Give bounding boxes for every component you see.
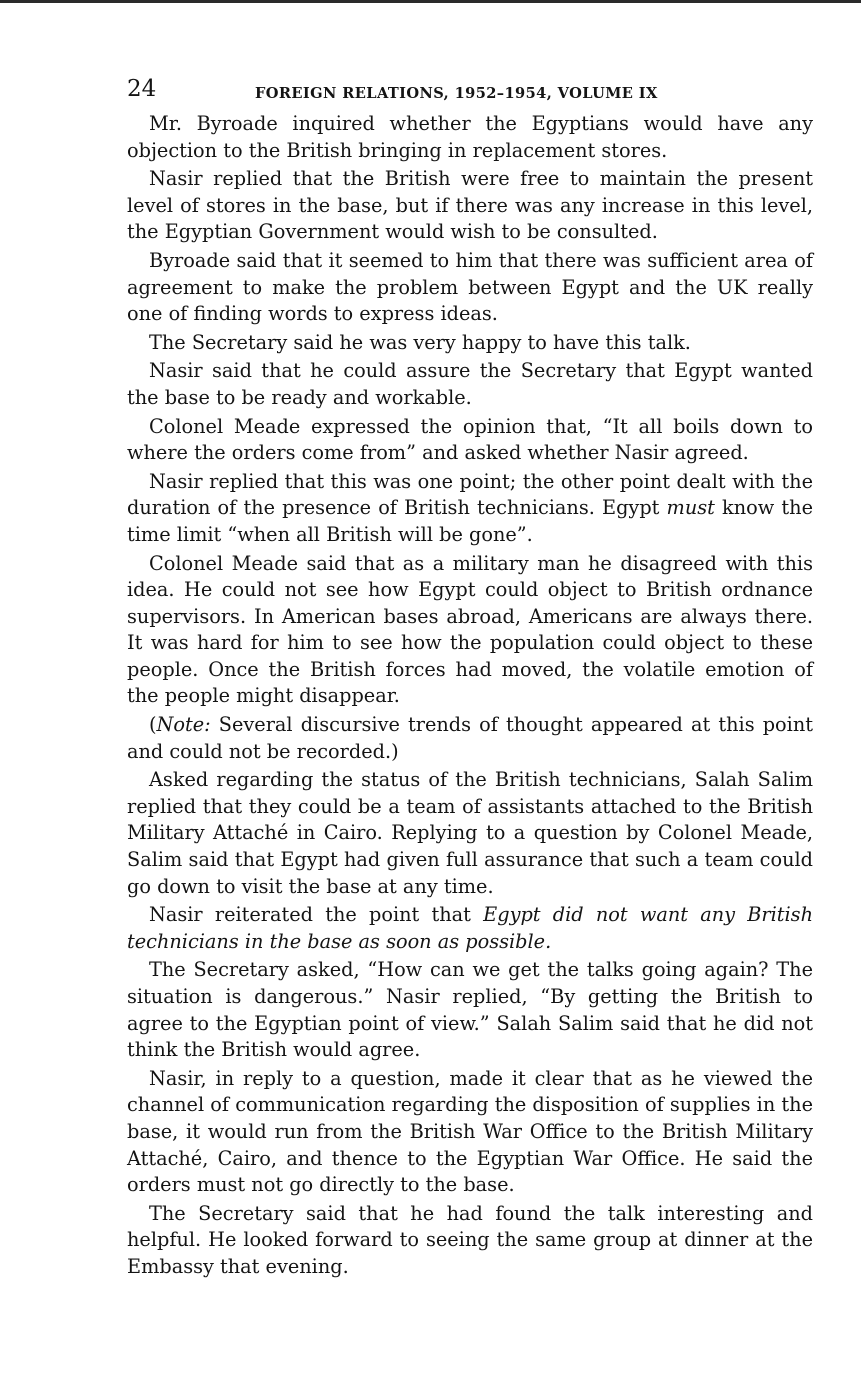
document-page	[127, 73, 813, 1283]
paragraph	[127, 469, 813, 549]
paragraph-text: know the time limit “when all British will be gone”.	[127, 496, 813, 546]
paragraph-text: Nasir reiterated the point that	[149, 903, 484, 927]
paragraph-text: Several discursive trends of thought appeared at this point and could not be recorded.)	[127, 713, 813, 763]
emphasis: Egypt did not want any British technicians in the base as soon as possible.	[127, 903, 813, 953]
paragraph-text: Nasir replied that this was one point; the other point dealt with the duration of the presence of British technicians. Egypt	[127, 469, 813, 520]
page-number: 24	[127, 76, 157, 102]
paragraph: Asked regarding the status of the British technicians, Salah Salim replied that they could be a team of assistants attached to the British Military Attaché in Cairo. Replying to a question by Colonel Meade, Salim said that Egypt had given full assurance that such a team could go down to visit the base at any time.	[127, 768, 813, 898]
document-body	[127, 111, 813, 1281]
paragraph: Nasir replied that the British were free to maintain the present level of stores in the base, but if there was any increase in this level, the Egyptian Government would wish to be consulted.	[127, 167, 813, 244]
paragraph: Colonel Meade expressed the opinion that, “It all boils down to where the orders come from” and asked whether Nasir agreed.	[127, 414, 813, 465]
paragraph: Byroade said that it seemed to him that there was sufficient area of agreement to make the problem between Egypt and the UK really one of finding words to express ideas.	[127, 248, 813, 326]
paragraph-text: (	[149, 713, 157, 737]
paragraph: The Secretary asked, “How can we get the talks going again? The situation is dangerous.” Nasir replied, “By getting the British to agree to the Egyptian point of view.” Salah Salim said that he did not think the British would agree.	[127, 958, 813, 1062]
paragraph: Nasir said that he could assure the Secretary that Egypt wanted the base to be ready and workable.	[127, 359, 813, 409]
paragraph: The Secretary said he was very happy to have this talk.	[149, 330, 691, 354]
paragraph: Nasir, in reply to a question, made it clear that as he viewed the channel of communication regarding the disposition of supplies in the base, it would run from the British War Office to the British Military Attaché, Cairo, and thence to the Egyptian War Office. He said the orders must not go directly to the base.	[127, 1066, 813, 1197]
paragraph: Colonel Meade said that as a military man he disagreed with this idea. He could not see how Egypt could object to British ordnance supervisors. In American bases abroad, Americans are always there. It was hard for him to see how the population could object to these people. Once the British forces had moved, the volatile emotion of the people might disappear.	[127, 551, 813, 708]
paragraph	[127, 902, 813, 955]
paragraph: The Secretary said that he had found the talk interesting and helpful. He looked forward to seeing the same group at dinner at the Embassy that evening.	[127, 1201, 813, 1278]
top-border	[0, 0, 861, 3]
running-title: FOREIGN RELATIONS, 1952–1954, VOLUME IX	[255, 85, 658, 102]
running-header	[127, 73, 813, 111]
emphasis: must	[666, 496, 715, 520]
paragraph: Mr. Byroade inquired whether the Egyptians would have any objection to the British bringing in replacement stores.	[127, 112, 813, 162]
note-label: Note:	[156, 713, 211, 737]
editorial-note	[127, 712, 813, 765]
